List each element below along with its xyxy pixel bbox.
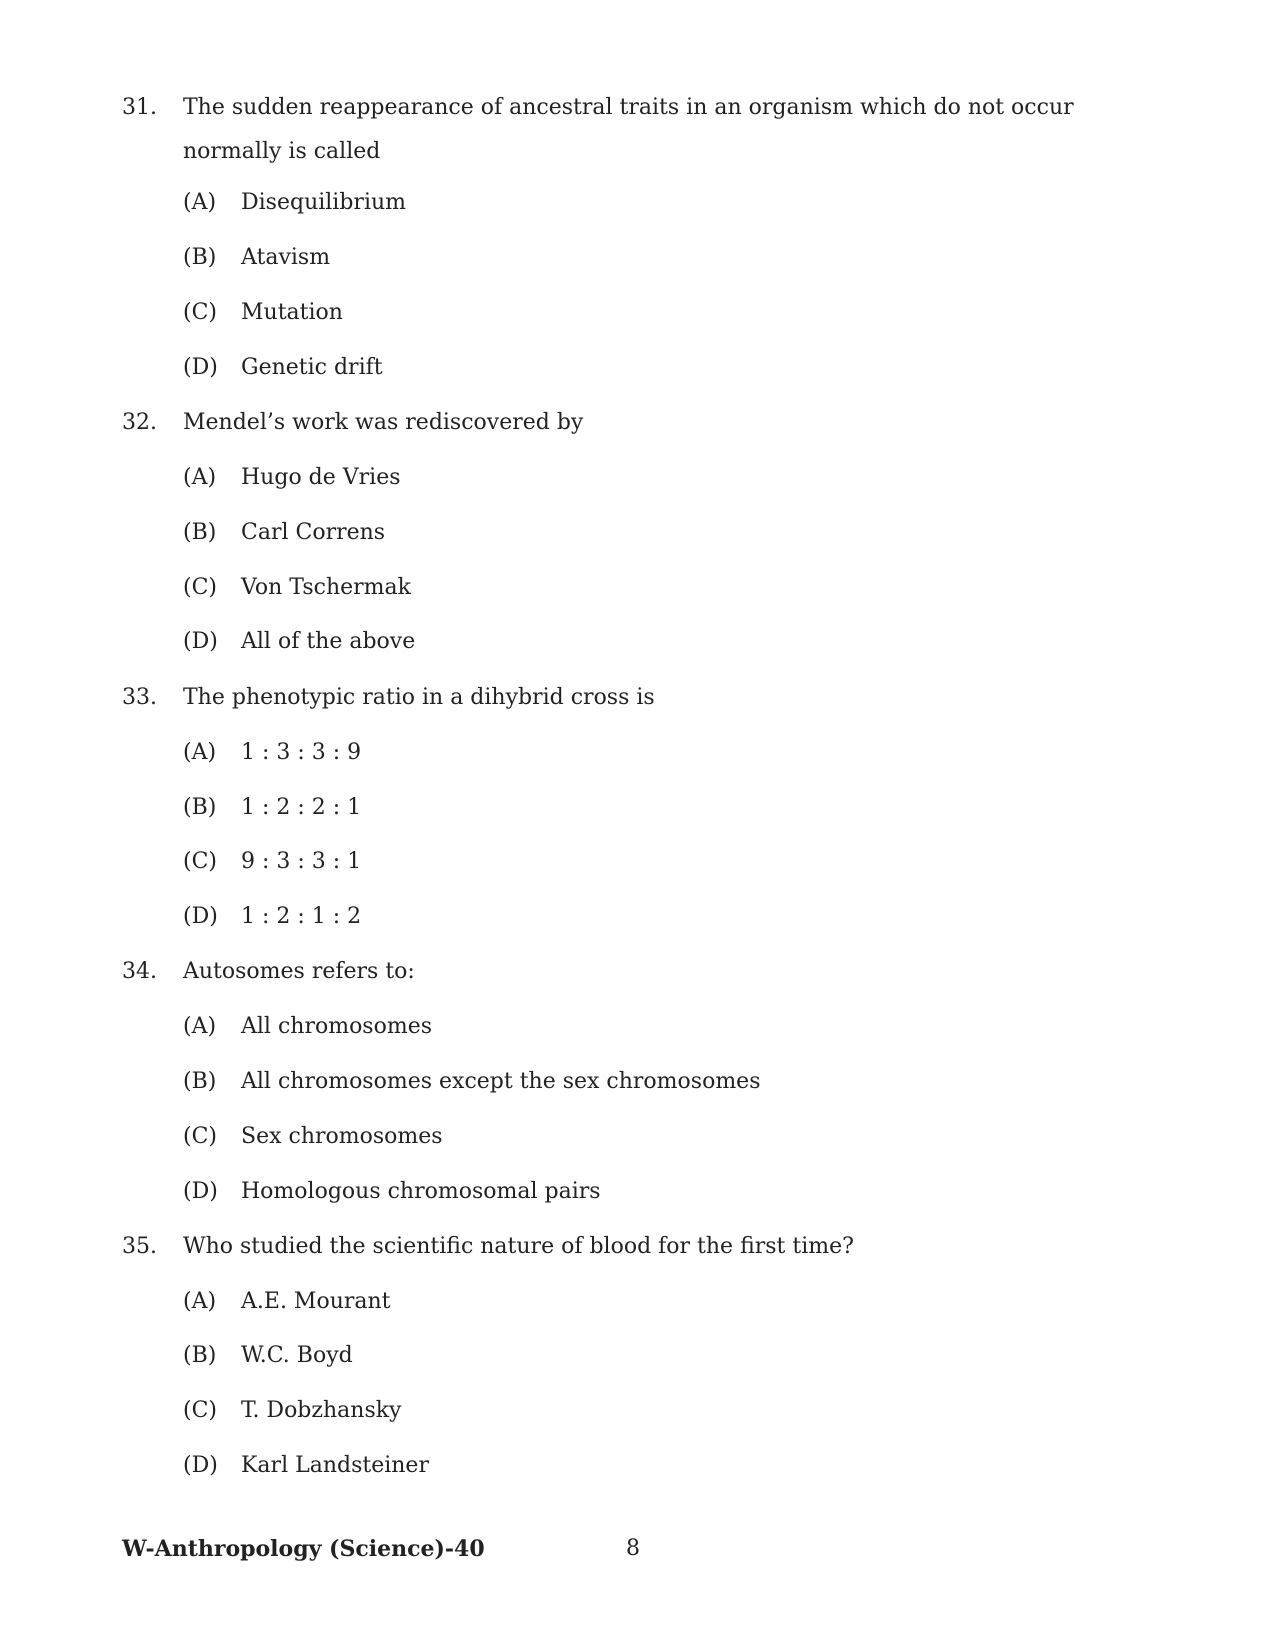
question-number: 35.: [122, 1234, 157, 1259]
option-letter: (C): [183, 575, 217, 600]
option-text: 1 : 2 : 1 : 2: [241, 904, 362, 929]
option-c: [0, 840, 1275, 884]
question-number: 33.: [122, 685, 157, 710]
question-text: Mendel’s work was rediscovered by: [183, 410, 584, 435]
option-text: Hugo de Vries: [241, 465, 401, 490]
option-text: Atavism: [241, 245, 331, 270]
option-letter: (D): [183, 1453, 218, 1478]
option-text: 1 : 2 : 2 : 1: [241, 795, 362, 820]
option-text: Sex chromosomes: [241, 1124, 443, 1149]
option-letter: (B): [183, 1069, 217, 1094]
option-letter: (D): [183, 629, 218, 654]
page-number: 8: [626, 1536, 640, 1561]
option-c: [0, 566, 1275, 610]
option-text: Carl Correns: [241, 520, 386, 545]
option-text: Mutation: [241, 300, 343, 325]
question-text: Autosomes refers to:: [183, 959, 415, 984]
option-letter: (B): [183, 245, 217, 270]
option-d: [0, 620, 1275, 664]
option-letter: (B): [183, 1343, 217, 1368]
option-letter: (D): [183, 1179, 218, 1204]
question-text: The phenotypic ratio in a dihybrid cross is: [183, 685, 655, 710]
option-text: 1 : 3 : 3 : 9: [241, 740, 362, 765]
option-b: [0, 1060, 1275, 1104]
option-letter: (A): [183, 465, 217, 490]
question-number: 32.: [122, 410, 157, 435]
option-b: [0, 786, 1275, 830]
option-d: [0, 1444, 1275, 1488]
option-letter: (C): [183, 1398, 217, 1423]
option-letter: (C): [183, 849, 217, 874]
option-a: [0, 1280, 1275, 1324]
question-number: 31.: [122, 95, 157, 120]
option-letter: (B): [183, 795, 217, 820]
option-a: [0, 731, 1275, 775]
option-letter: (A): [183, 1014, 217, 1039]
option-letter: (D): [183, 904, 218, 929]
option-letter: (A): [183, 190, 217, 215]
question-text: The sudden reappearance of ancestral traits in an organism which do not occur normally is called: [183, 95, 1074, 164]
option-text: Von Tschermak: [241, 575, 411, 600]
option-text: 9 : 3 : 3 : 1: [241, 849, 362, 874]
option-c: [0, 291, 1275, 335]
option-d: [0, 1170, 1275, 1214]
question-number: 34.: [122, 959, 157, 984]
option-a: [0, 1005, 1275, 1049]
option-d: [0, 346, 1275, 390]
option-text: Karl Landsteiner: [241, 1453, 429, 1478]
option-text: All chromosomes: [241, 1014, 433, 1039]
option-d: [0, 895, 1275, 939]
option-letter: (C): [183, 300, 217, 325]
option-b: [0, 1334, 1275, 1378]
option-b: [0, 511, 1275, 555]
option-c: [0, 1389, 1275, 1433]
option-text: All chromosomes except the sex chromosomes: [241, 1069, 761, 1094]
paper-code: W-Anthropology (Science)-40: [122, 1536, 485, 1562]
option-text: W.C. Boyd: [241, 1343, 353, 1368]
option-text: T. Dobzhansky: [241, 1398, 402, 1423]
option-text: Disequilibrium: [241, 190, 407, 215]
option-letter: (D): [183, 355, 218, 380]
question-text: Who studied the scientific nature of blood for the first time?: [183, 1234, 854, 1259]
option-text: A.E. Mourant: [241, 1289, 391, 1314]
option-text: Genetic drift: [241, 355, 383, 380]
option-letter: (B): [183, 520, 217, 545]
option-text: Homologous chromosomal pairs: [241, 1179, 601, 1204]
option-b: [0, 236, 1275, 280]
option-letter: (A): [183, 740, 217, 765]
option-text: All of the above: [241, 629, 416, 654]
option-letter: (A): [183, 1289, 217, 1314]
option-a: [0, 456, 1275, 500]
option-c: [0, 1115, 1275, 1159]
option-letter: (C): [183, 1124, 217, 1149]
option-a: [0, 181, 1275, 225]
